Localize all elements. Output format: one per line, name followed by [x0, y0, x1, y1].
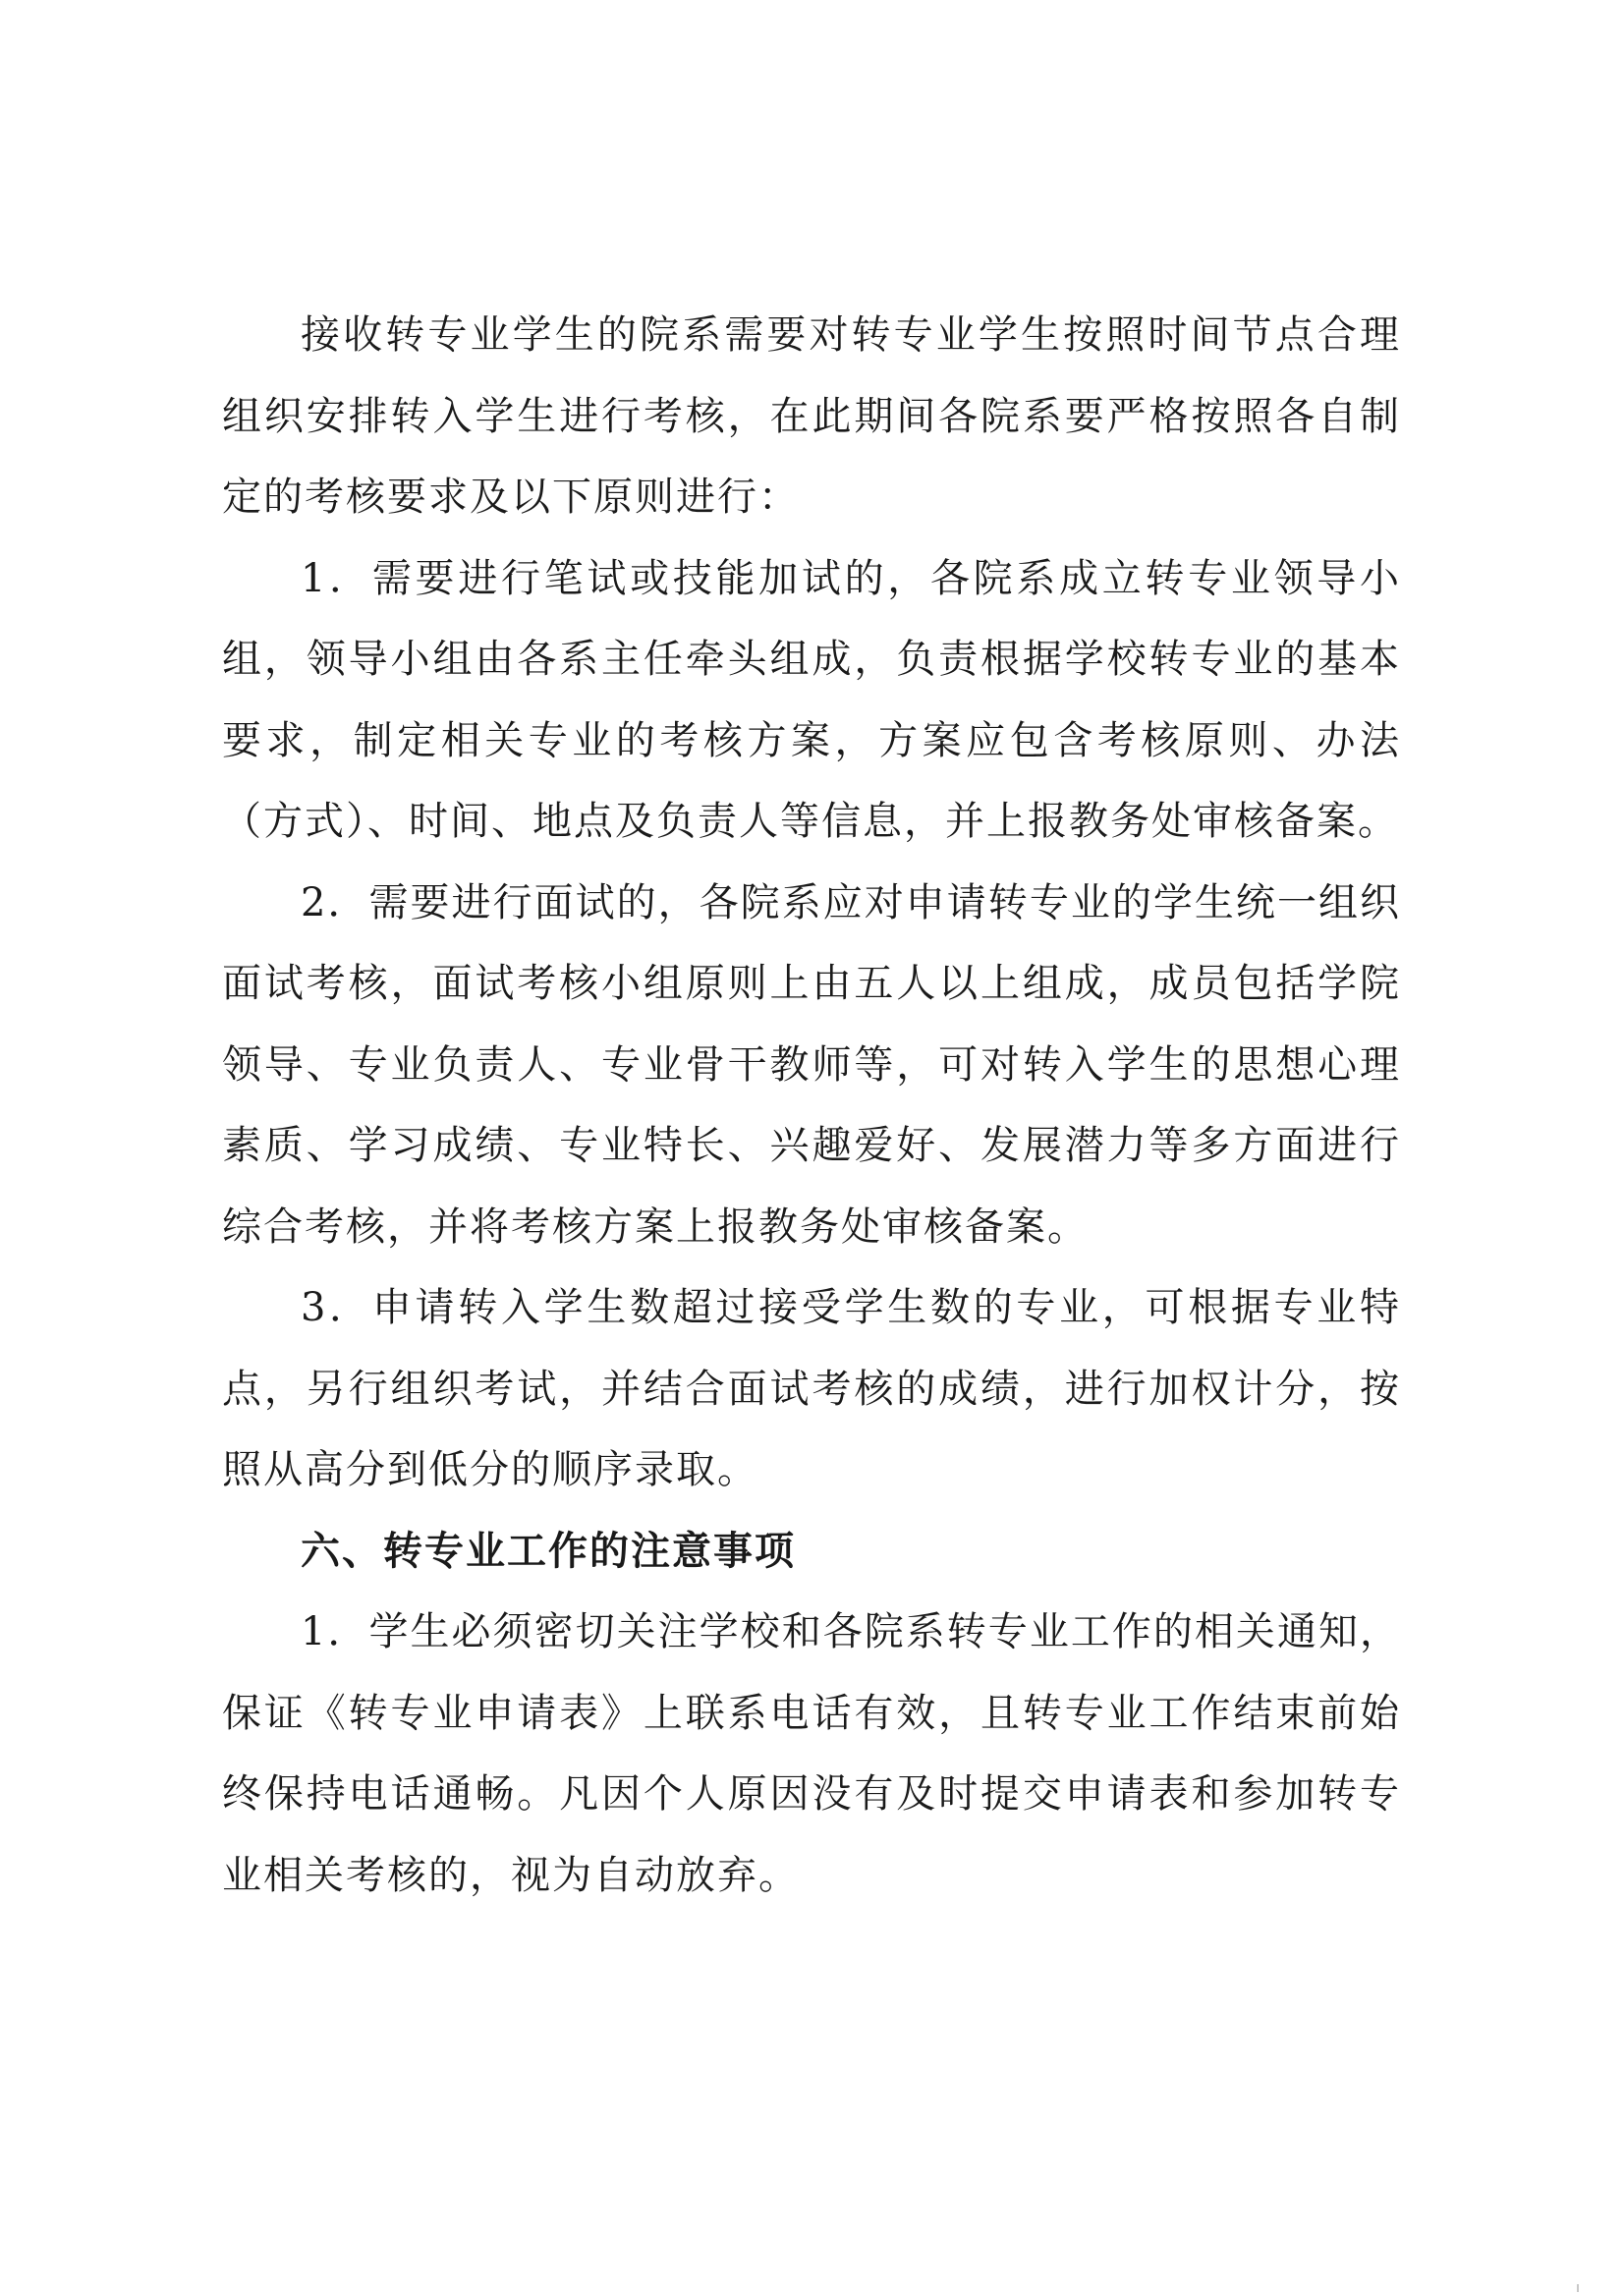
section-heading: 六、转专业工作的注意事项 — [301, 1528, 796, 1574]
paragraph-notice-1: 1．学生必须密切关注学校和各院系转专业工作的相关通知，保证《转专业申请表》上联系电话有效，且转专业工作结束前始终保持电话通畅。凡因个人原因没有及时提交申请表和参加转专业相关考核的，视为自动放弃。 — [222, 1609, 1401, 1898]
paragraph-item-1: 1．需要进行笔试或技能加试的，各院系成立转专业领导小组，领导小组由各系主任牵头组成，负责根据学校转专业的基本要求，制定相关专业的考核方案，方案应包含考核原则、办法（方式）、时间、地点及负责人等信息，并上报教务处审核备案。 — [222, 555, 1401, 844]
page-edge-mark — [1577, 2284, 1579, 2292]
document-body — [222, 295, 1401, 1916]
paragraph-item-3: 3．申请转入学生数超过接受学生数的专业，可根据专业特点，另行组织考试，并结合面试考核的成绩，进行加权计分，按照从高分到低分的顺序录取。 — [222, 1285, 1401, 1492]
paragraph-intro: 接收转专业学生的院系需要对转专业学生按照时间节点合理组织安排转入学生进行考核，在此期间各院系要严格按照各自制定的考核要求及以下原则进行： — [222, 312, 1401, 520]
paragraph-item-2: 2．需要进行面试的，各院系应对申请转专业的学生统一组织面试考核，面试考核小组原则上由五人以上组成，成员包括学院领导、专业负责人、专业骨干教师等，可对转入学生的思想心理素质、学习成绩、专业特长、兴趣爱好、发展潜力等多方面进行综合考核，并将考核方案上报教务处审核备案。 — [222, 879, 1401, 1250]
